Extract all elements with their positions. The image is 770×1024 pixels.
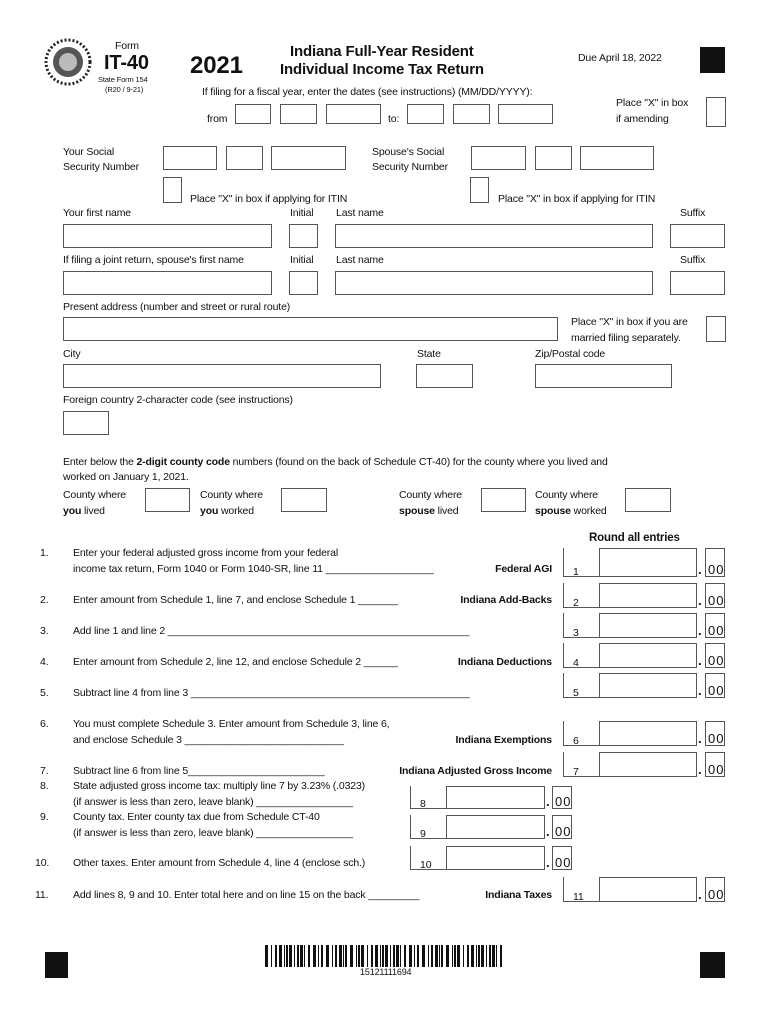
barcode-bar	[417, 945, 419, 967]
line-box-number: 9	[410, 815, 446, 839]
line-text-2: Enter amount from Schedule 1, line 7, and enclose Schedule 1 _______	[73, 594, 398, 606]
itin-checkbox[interactable]	[163, 177, 182, 203]
county-you-worked-input[interactable]	[281, 488, 327, 512]
barcode-bar	[404, 945, 406, 967]
itin-label: Place "X" in box if applying for ITIN	[190, 193, 348, 205]
decimal-point: .	[546, 824, 550, 839]
initial-input[interactable]	[289, 224, 318, 248]
barcode	[265, 945, 505, 967]
line-text-2: Add lines 8, 9 and 10. Enter total here and on line 15 on the back _________	[73, 889, 420, 901]
barcode-bar	[454, 945, 456, 967]
barcode-bar	[476, 945, 477, 967]
line-number: 6.	[40, 718, 49, 730]
barcode-bar	[284, 945, 285, 967]
line-box-number: 6	[563, 721, 599, 746]
barcode-bar	[390, 945, 391, 967]
suffix-input[interactable]	[670, 224, 725, 248]
foreign-country-input[interactable]	[63, 411, 109, 435]
amount-input[interactable]	[599, 752, 697, 777]
county-spouse-lived-label: County where spouse lived	[399, 489, 462, 517]
barcode-bar	[367, 945, 368, 967]
barcode-bar	[308, 945, 310, 967]
suffix-label: Suffix	[680, 207, 706, 219]
spouse-ssn-part3[interactable]	[580, 146, 654, 170]
barcode-bar	[326, 945, 329, 967]
spouse-ssn-label-1: Spouse's Social	[372, 146, 445, 158]
line-number: 11.	[35, 889, 49, 901]
decimal-point: .	[698, 731, 702, 746]
line-box-number: 3	[563, 613, 599, 638]
line-text-2: income tax return, Form 1040 or Form 1040-SR, line 11 ___________________	[73, 563, 434, 575]
barcode-bar	[304, 945, 305, 967]
state-seal-icon	[44, 37, 92, 87]
zip-input[interactable]	[535, 364, 672, 388]
barcode-bar	[396, 945, 399, 967]
barcode-bar	[275, 945, 277, 967]
line-number: 1.	[40, 547, 49, 559]
barcode-bar	[489, 945, 491, 967]
spouse-ssn-part2[interactable]	[535, 146, 572, 170]
state-form-number: State Form 154	[98, 75, 148, 84]
line-4-amount-field[interactable]	[563, 643, 725, 668]
barcode-bar	[385, 945, 388, 967]
barcode-bar	[350, 945, 353, 967]
city-label: City	[63, 348, 81, 360]
cents-box: 00	[552, 846, 572, 870]
line-number: 4.	[40, 656, 49, 668]
decimal-point: .	[698, 623, 702, 638]
address-input[interactable]	[63, 317, 558, 341]
barcode-bar	[481, 945, 484, 967]
line-7-amount-field[interactable]	[563, 752, 725, 777]
cents-box: 00	[705, 583, 725, 608]
line-text-2: Subtract line 6 from line 5________________________	[73, 765, 325, 777]
married-separately-label-2: married filing separately.	[571, 332, 681, 344]
barcode-bar	[332, 945, 333, 967]
line-label: Indiana Add-Backs	[460, 594, 552, 606]
amount-input[interactable]	[446, 815, 545, 839]
cents-box: 00	[705, 877, 725, 902]
line-11-amount-field[interactable]	[563, 877, 725, 902]
barcode-bar	[414, 945, 415, 967]
barcode-bar	[271, 945, 272, 967]
county-intro-2: worked on January 1, 2021.	[63, 471, 189, 483]
line-box-number: 4	[563, 643, 599, 668]
registration-mark	[45, 952, 68, 978]
barcode-bar	[361, 945, 364, 967]
line-box-number: 8	[410, 786, 446, 809]
line-10-amount-field[interactable]	[410, 846, 572, 870]
county-intro: Enter below the 2-digit county code numbers (found on the back of Schedule CT-40) for the county where you lived and	[63, 456, 608, 468]
line-box-number: 2	[563, 583, 599, 608]
registration-mark	[700, 952, 725, 978]
barcode-bar	[409, 945, 412, 967]
line-box-number: 11	[563, 877, 599, 902]
form-word: Form	[115, 40, 139, 52]
line-text-2: Add line 1 and line 2 _____________________________________________________	[73, 625, 470, 637]
barcode-bar	[486, 945, 487, 967]
barcode-bar	[321, 945, 323, 967]
line-text-1: County tax. Enter county tax due from Schedule CT-40	[73, 811, 320, 823]
ssn-part3[interactable]	[271, 146, 346, 170]
barcode-bar	[375, 945, 378, 967]
fiscal-to-year[interactable]	[498, 104, 553, 124]
barcode-bar	[339, 945, 342, 967]
barcode-bar	[471, 945, 474, 967]
line-text-2: Subtract line 4 from line 3 _________________________________________________	[73, 687, 470, 699]
line-label: Indiana Taxes	[485, 889, 552, 901]
decimal-point: .	[698, 562, 702, 577]
amend-label-1: Place "X" in box	[616, 97, 689, 109]
barcode-bar	[294, 945, 295, 967]
spouse-itin-label: Place "X" in box if applying for ITIN	[498, 193, 656, 205]
line-box-number: 1	[563, 548, 599, 577]
amount-input[interactable]	[599, 548, 697, 577]
cents-box: 00	[552, 786, 572, 809]
spouse-ssn-part1[interactable]	[471, 146, 526, 170]
barcode-bar	[356, 945, 357, 967]
barcode-bar	[371, 945, 373, 967]
barcode-bar	[382, 945, 384, 967]
fiscal-to-day[interactable]	[453, 104, 490, 124]
first-name-input[interactable]	[63, 224, 272, 248]
married-separately-checkbox[interactable]	[706, 316, 726, 342]
line-number: 2.	[40, 594, 49, 606]
line-box-number: 10	[410, 846, 446, 870]
barcode-bar	[422, 945, 425, 967]
line-number: 10.	[35, 857, 50, 869]
fiscal-year-instructions: If filing for a fiscal year, enter the dates (see instructions) (MM/DD/YYYY):	[202, 86, 533, 98]
ssn-part2[interactable]	[226, 146, 263, 170]
line-2-amount-field[interactable]	[563, 583, 725, 608]
last-name-input[interactable]	[335, 224, 653, 248]
line-box-number: 7	[563, 752, 599, 777]
line-text-2: (if answer is less than zero, leave blank) _________________	[73, 796, 353, 808]
married-separately-label-1: Place "X" in box if you are	[571, 316, 688, 328]
form-id: IT-40	[104, 52, 149, 74]
cents-box: 00	[552, 815, 572, 839]
tax-year: 2021	[190, 52, 243, 79]
amend-label-2: if amending	[616, 113, 669, 125]
barcode-bar	[358, 945, 360, 967]
county-spouse-worked-input[interactable]	[625, 488, 671, 512]
decimal-point: .	[698, 683, 702, 698]
ssn-part1[interactable]	[163, 146, 217, 170]
from-label: from	[207, 113, 228, 125]
due-date: Due April 18, 2022	[578, 52, 662, 64]
line-3-amount-field[interactable]	[563, 613, 725, 638]
line-number: 9.	[40, 811, 49, 823]
line-text-2: (if answer is less than zero, leave blank) _________________	[73, 827, 353, 839]
spouse-first-name-label: If filing a joint return, spouse's first name	[63, 254, 244, 266]
line-number: 5.	[40, 687, 49, 699]
amount-input[interactable]	[599, 673, 697, 698]
line-label: Indiana Adjusted Gross Income	[399, 765, 552, 777]
barcode-bar	[313, 945, 316, 967]
amount-input[interactable]	[599, 583, 697, 608]
cents-box: 00	[705, 643, 725, 668]
fiscal-from-day[interactable]	[280, 104, 317, 124]
line-8-amount-field[interactable]	[410, 786, 572, 809]
line-5-amount-field[interactable]	[563, 673, 725, 698]
barcode-bar	[286, 945, 288, 967]
line-text-2: Enter amount from Schedule 2, line 12, and enclose Schedule 2 ______	[73, 656, 398, 668]
form-title-line2: Individual Income Tax Return	[280, 61, 484, 78]
barcode-bar	[478, 945, 480, 967]
line-text-2: and enclose Schedule 3 ____________________________	[73, 734, 344, 746]
first-name-label: Your first name	[63, 207, 131, 219]
decimal-point: .	[698, 593, 702, 608]
county-you-worked-label: County where you worked	[200, 489, 263, 517]
barcode-bar	[297, 945, 299, 967]
amount-input[interactable]	[446, 846, 545, 870]
barcode-bar	[345, 945, 347, 967]
barcode-bar	[492, 945, 495, 967]
fiscal-to-month[interactable]	[407, 104, 444, 124]
decimal-point: .	[546, 794, 550, 809]
line-label: Indiana Deductions	[457, 656, 552, 668]
state-label: State	[417, 348, 441, 360]
barcode-bar	[431, 945, 433, 967]
barcode-bar	[446, 945, 449, 967]
initial-label: Initial	[290, 207, 314, 219]
line-1-amount-field[interactable]	[563, 548, 725, 577]
registration-mark	[700, 47, 725, 73]
spouse-itin-checkbox[interactable]	[470, 177, 489, 203]
zip-label: Zip/Postal code	[535, 348, 606, 360]
barcode-bar	[428, 945, 429, 967]
amount-input[interactable]	[599, 721, 697, 746]
barcode-bar	[335, 945, 337, 967]
barcode-bar	[467, 945, 469, 967]
amount-input[interactable]	[446, 786, 545, 809]
decimal-point: .	[698, 762, 702, 777]
line-6-amount-field[interactable]	[563, 721, 725, 746]
cents-box: 00	[705, 721, 725, 746]
line-text-1: You must complete Schedule 3. Enter amount from Schedule 3, line 6,	[73, 718, 390, 730]
county-you-lived-label: County where you lived	[63, 489, 126, 517]
county-spouse-lived-input[interactable]	[481, 488, 526, 512]
amount-input[interactable]	[599, 877, 697, 902]
spouse-last-name-label: Last name	[336, 254, 384, 266]
barcode-bar	[289, 945, 292, 967]
foreign-country-label: Foreign country 2-character code (see instructions)	[63, 394, 293, 406]
ssn-label-1: Your Social	[63, 146, 115, 158]
line-text-2: Other taxes. Enter amount from Schedule 4, line 4 (enclose sch.)	[73, 857, 366, 869]
barcode-bar	[300, 945, 303, 967]
barcode-bar	[279, 945, 282, 967]
cents-box: 00	[705, 613, 725, 638]
amount-input[interactable]	[599, 613, 697, 638]
spouse-suffix-input[interactable]	[670, 271, 725, 295]
line-text-1: State adjusted gross income tax: multiply line 7 by 3.23% (.0323)	[73, 780, 365, 792]
spouse-first-name-input[interactable]	[63, 271, 272, 295]
spouse-ssn-label-2: Security Number	[372, 161, 448, 173]
decimal-point: .	[698, 887, 702, 902]
decimal-point: .	[698, 653, 702, 668]
fiscal-from-year[interactable]	[326, 104, 381, 124]
barcode-bar	[343, 945, 344, 967]
barcode-bar	[380, 945, 381, 967]
line-number: 7.	[40, 765, 49, 777]
barcode-bar	[400, 945, 401, 967]
spouse-suffix-label: Suffix	[680, 254, 706, 266]
line-text-1: Enter your federal adjusted gross income from your federal	[73, 547, 339, 559]
line-number: 3.	[40, 625, 49, 637]
line-box-number: 5	[563, 673, 599, 698]
cents-box: 00	[705, 673, 725, 698]
barcode-bar	[435, 945, 438, 967]
cents-box: 00	[705, 548, 725, 577]
cents-box: 00	[705, 752, 725, 777]
amount-input[interactable]	[599, 643, 697, 668]
barcode-bar	[496, 945, 497, 967]
line-label: Indiana Exemptions	[455, 734, 552, 746]
barcode-number: 15121111694	[360, 967, 412, 977]
barcode-bar	[318, 945, 319, 967]
last-name-label: Last name	[336, 207, 384, 219]
fiscal-from-month[interactable]	[235, 104, 271, 124]
barcode-bar	[457, 945, 460, 967]
barcode-bar	[265, 945, 268, 967]
barcode-bar	[393, 945, 395, 967]
line-9-amount-field[interactable]	[410, 815, 572, 839]
line-label: Federal AGI	[495, 563, 552, 575]
to-label: to:	[388, 113, 400, 125]
barcode-bar	[500, 945, 502, 967]
form-title-line1: Indiana Full-Year Resident	[290, 43, 474, 60]
decimal-point: .	[546, 855, 550, 870]
form-revision: (R20 / 9-21)	[105, 85, 144, 94]
spouse-initial-input[interactable]	[289, 271, 318, 295]
spouse-last-name-input[interactable]	[335, 271, 653, 295]
state-input[interactable]	[416, 364, 473, 388]
barcode-bar	[439, 945, 440, 967]
barcode-bar	[452, 945, 453, 967]
address-label: Present address (number and street or rural route)	[63, 301, 291, 313]
county-you-lived-input[interactable]	[145, 488, 190, 512]
round-all-entries-note: Round all entries	[589, 532, 680, 544]
spouse-initial-label: Initial	[290, 254, 314, 266]
line-number: 8.	[40, 780, 49, 792]
amending-checkbox[interactable]	[706, 97, 726, 127]
county-spouse-worked-label: County where spouse worked	[535, 489, 607, 517]
ssn-label-2: Security Number	[63, 161, 139, 173]
barcode-bar	[463, 945, 464, 967]
barcode-bar	[441, 945, 443, 967]
city-input[interactable]	[63, 364, 381, 388]
